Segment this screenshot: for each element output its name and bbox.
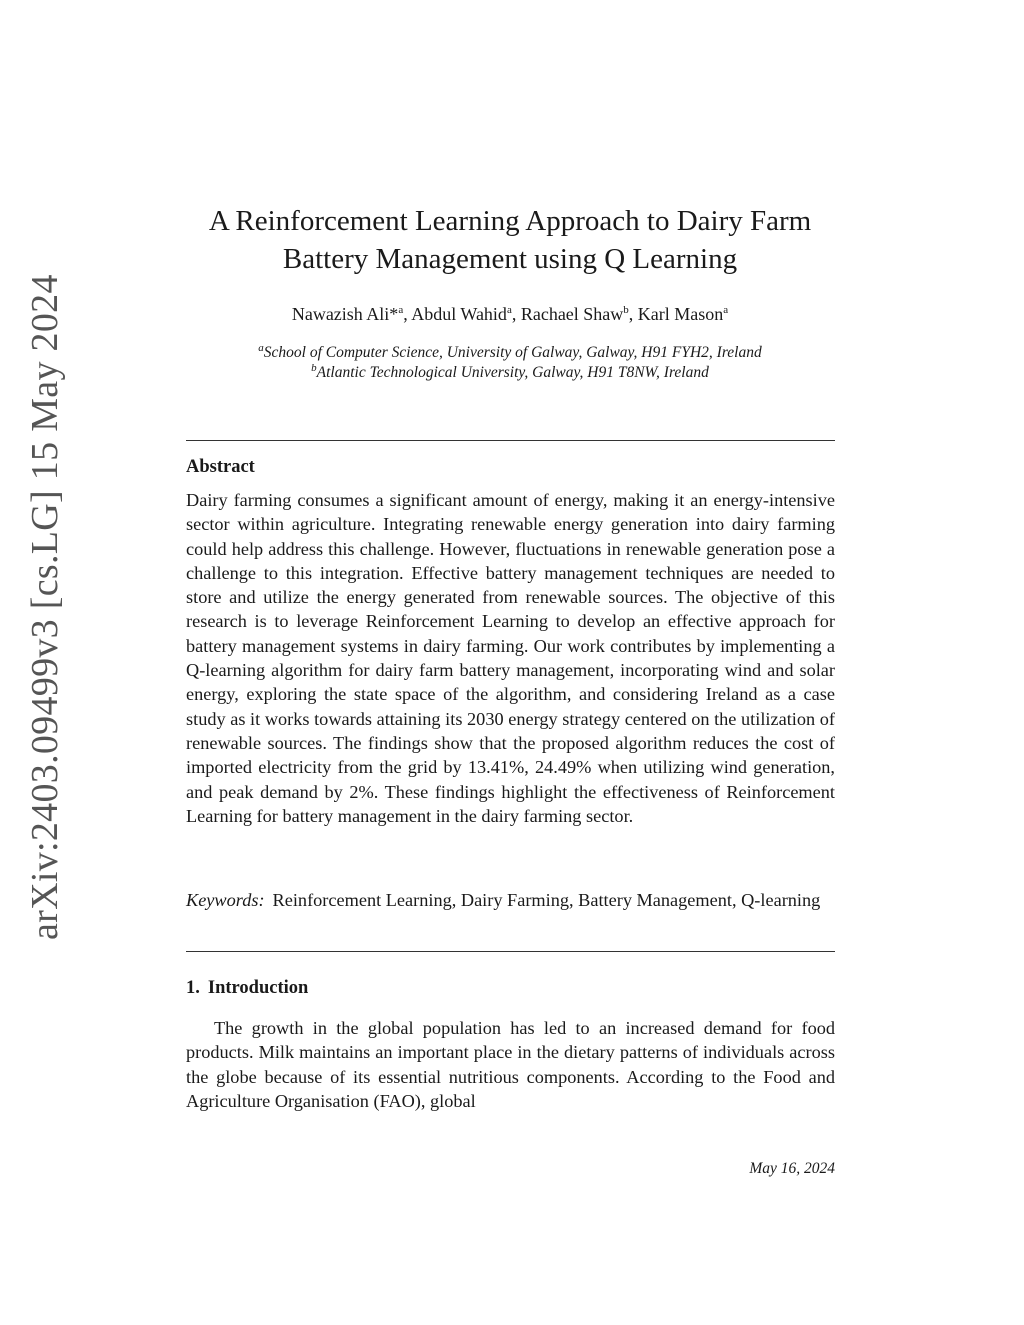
abstract-text: Dairy farming consumes a significant amount of energy, making it an energy-intensive sector within agriculture. Integrating renewable energy generation into dairy farming could help address this challenge. However, fluctuations in renewable generation pose a challenge to this integration. Effective battery management techniques are needed to store and utilize the energy generated from renewable sources. The objective of this research is to leverage Reinforcement Learning to develop an effective approach for battery management systems in dairy farming. Our work contributes by implementing a Q-learning algorithm for dairy farm battery management, incorporating wind and solar energy, exploring the state space of the algorithm, and considering Ireland as a case study as it works towards attaining its 2030 energy strategy centered on the utilization of renewable sources. The findings show that the proposed algorithm reduces the cost of imported electricity from the grid by 13.41%, 24.49% when utilizing wind generation, and peak demand by 2%. These findings highlight the effectiveness of Reinforcement Learning for battery management in the dairy farming sector. (186, 490, 835, 826)
section-title: Introduction (207, 978, 309, 998)
author: Karl Mason$^a$ (637, 304, 729, 324)
affiliation-b: $^b$Atlantic Technological University, Galway, H91 T8NW, Ireland (311, 361, 709, 381)
section-number: 1. (186, 978, 200, 998)
affiliation-a: $^a$School of Computer Science, University of Galway, Galway, H91 FYH2, Ireland (258, 341, 762, 361)
keywords-text: Reinforcement Learning, Dairy Farming, Battery Management, Q-learning (272, 890, 821, 910)
keywords (186, 888, 835, 912)
abstract-bottom-rule (186, 951, 835, 952)
introduction-paragraph: The growth in the global population has led to an increased demand for food products. Milk maintains an important place in the dietary patterns of individuals across the globe because of its essential nutritious components. According to the Food and Agriculture Organisation (FAO), global (186, 1018, 835, 1111)
author: Abdul Wahid$^a$, (411, 304, 521, 324)
abstract-top-rule (186, 440, 835, 441)
abstract-heading: Abstract (186, 457, 255, 477)
keywords-label: Keywords: (186, 890, 265, 910)
footer-date: May 16, 2024 (749, 1160, 835, 1177)
author: Rachael Shaw$^b$, (520, 304, 638, 324)
author: Nawazish Ali*$^a$, (291, 304, 412, 324)
author-list (180, 302, 840, 326)
section-heading (186, 978, 308, 999)
arxiv-identifier-stamp: arXiv:2403.09499v3 [cs.LG] 15 May 2024 (24, 274, 66, 940)
paper-title: A Reinforcement Learning Approach to Dairy Farm Battery Management using Q Learning (208, 205, 812, 275)
